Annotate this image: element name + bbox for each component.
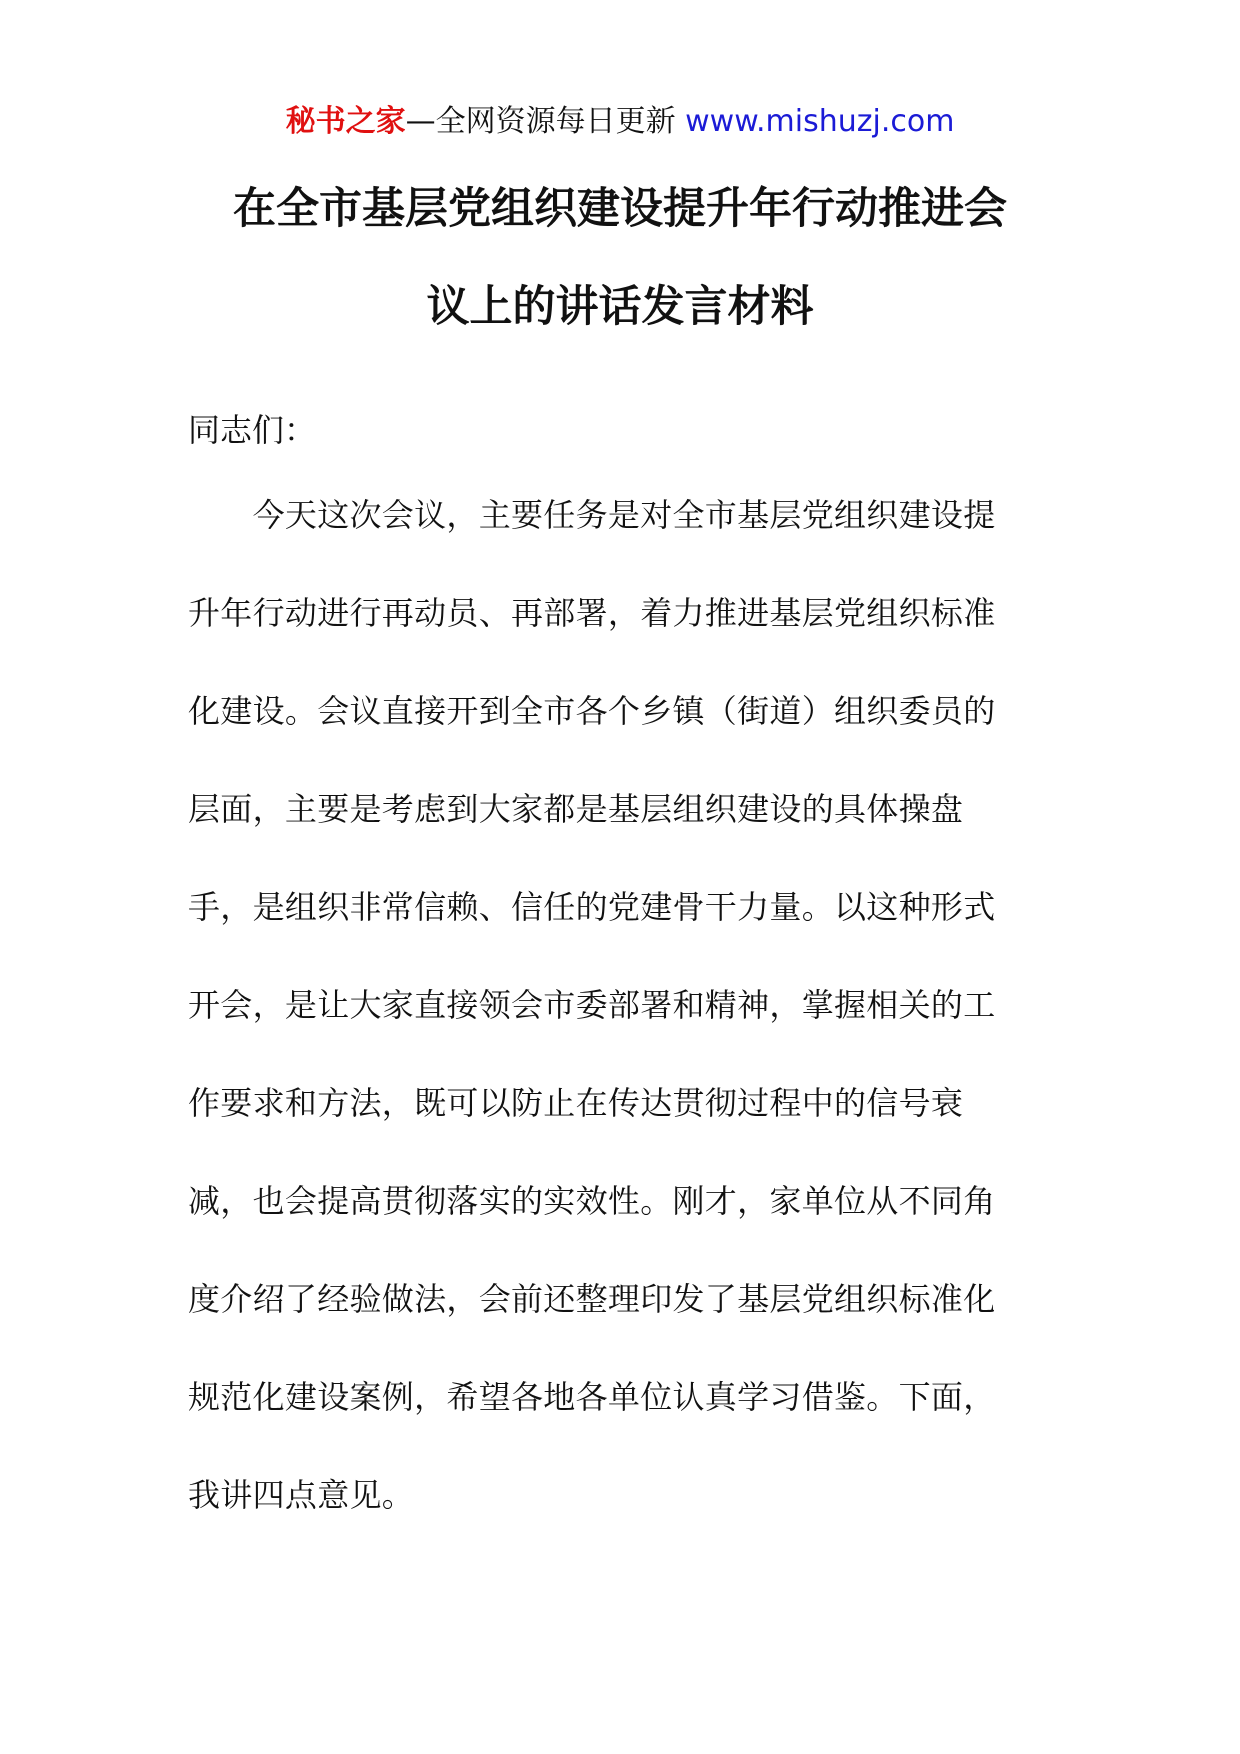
body-line: 减，也会提高贯彻落实的实效性。刚才，家单位从不同角 bbox=[188, 1182, 996, 1220]
brand-name: 秘书之家 bbox=[285, 104, 406, 139]
body-text bbox=[188, 490, 1068, 1568]
title-line: 在全市基层党组织建设提升年行动推进会 bbox=[233, 184, 1007, 234]
title-line: 议上的讲话发言材料 bbox=[426, 282, 814, 332]
body-line: 层面，主要是考虑到大家都是基层组织建设的具体操盘 bbox=[188, 790, 964, 828]
body-line: 我讲四点意见。 bbox=[188, 1476, 415, 1514]
body-line: 规范化建设案例，希望各地各单位认真学习借鉴。下面， bbox=[188, 1378, 996, 1416]
site-url-link[interactable]: www.mishuzj.com bbox=[685, 104, 955, 139]
body-line: 升年行动进行再动员、再部署，着力推进基层党组织标准 bbox=[188, 594, 996, 632]
header-tagline: —全网资源每日更新 bbox=[405, 104, 686, 139]
document-title bbox=[120, 160, 1120, 356]
body-line: 开会，是让大家直接领会市委部署和精神，掌握相关的工 bbox=[188, 986, 996, 1024]
body-line: 化建设。会议直接开到全市各个乡镇（街道）组织委员的 bbox=[188, 692, 996, 730]
body-line: 度介绍了经验做法，会前还整理印发了基层党组织标准化 bbox=[188, 1280, 996, 1318]
site-header bbox=[0, 100, 1240, 144]
body-line: 作要求和方法，既可以防止在传达贯彻过程中的信号衰 bbox=[188, 1084, 964, 1122]
salutation: 同志们： bbox=[188, 411, 317, 449]
body-line: 今天这次会议，主要任务是对全市基层党组织建设提 bbox=[188, 496, 996, 534]
body-line: 手，是组织非常信赖、信任的党建骨干力量。以这种形式 bbox=[188, 888, 996, 926]
